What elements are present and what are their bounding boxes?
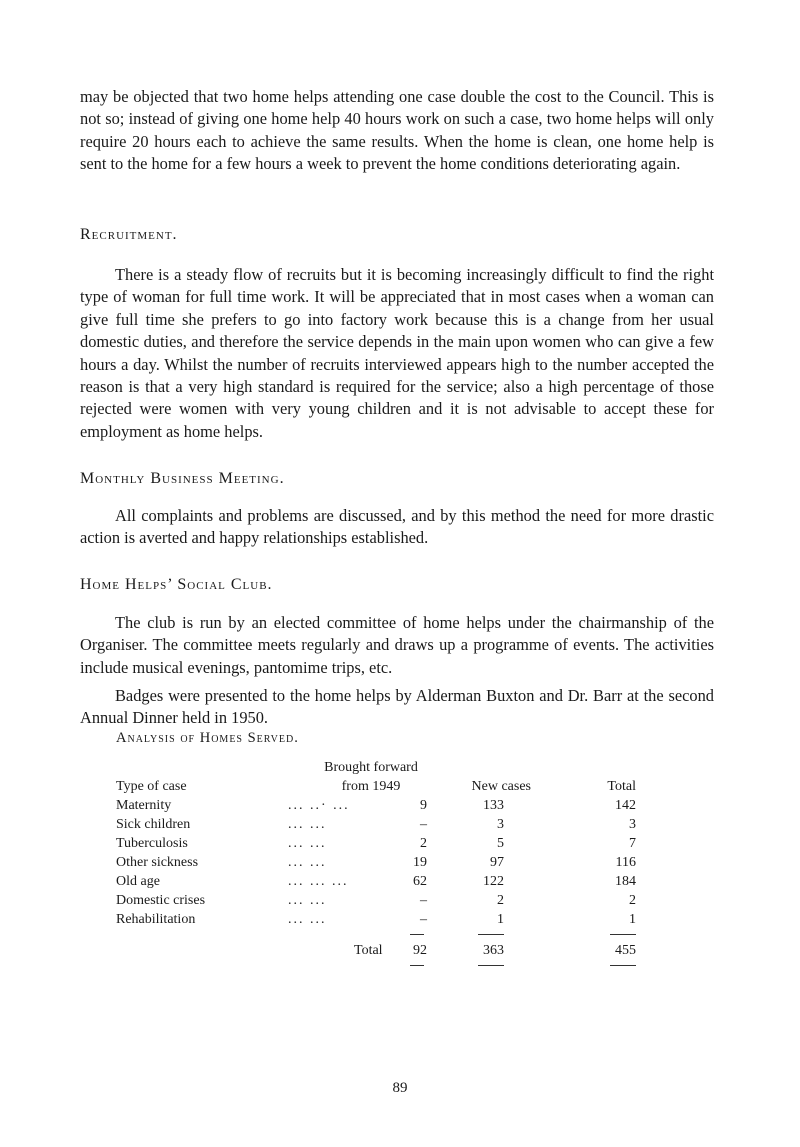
intro-paragraph: may be objected that two home helps attending one case double the cost to the Council. This is not so; instead of giving one home help 40 hours work on such a case, two home helps will only require 20 hours each to achieve the same results. When the home is clean, one home help is sent to the home for a few hours a week to prevent the home conditions deteriorating again. bbox=[80, 87, 714, 174]
table-body bbox=[116, 796, 636, 929]
cell-leader-dots: ... ... bbox=[288, 912, 327, 927]
cell-new-cases: 1 bbox=[497, 912, 504, 927]
cell-leader-dots: ... ... bbox=[288, 855, 327, 870]
cell-type: Tuberculosis bbox=[116, 836, 188, 851]
recruitment-heading: Recruitment. bbox=[80, 226, 178, 243]
rule-row-bottom bbox=[116, 960, 636, 972]
cell-leader-dots: ... ... bbox=[288, 893, 327, 908]
header-brought-forward bbox=[306, 758, 436, 796]
cell-leader-dots: ... ... bbox=[288, 836, 327, 851]
cell-type: Sick children bbox=[116, 817, 191, 832]
cell-new-cases: 5 bbox=[497, 836, 504, 851]
cell-total: 1 bbox=[629, 912, 636, 927]
table-row bbox=[116, 834, 636, 853]
rule-row bbox=[116, 929, 636, 941]
header-type: Type of case bbox=[116, 779, 187, 794]
header-new-cases: New cases bbox=[471, 779, 531, 794]
cell-new-cases: 122 bbox=[483, 874, 504, 889]
table-row bbox=[116, 872, 636, 891]
cell-new-cases: 97 bbox=[490, 855, 504, 870]
cell-leader-dots: ... ..· ... bbox=[288, 798, 350, 813]
cell-brought-forward: 2 bbox=[420, 836, 427, 851]
cell-type: Other sickness bbox=[116, 855, 199, 870]
table-row bbox=[116, 815, 636, 834]
cell-brought-forward: 62 bbox=[413, 874, 427, 889]
cell-brought-forward: – bbox=[420, 893, 427, 908]
cell-brought-forward: 19 bbox=[413, 855, 427, 870]
cell-leader-dots: ... ... bbox=[288, 817, 327, 832]
cell-new-cases: 133 bbox=[483, 798, 504, 813]
homes-served-table bbox=[116, 758, 636, 972]
cell-total: 3 bbox=[629, 817, 636, 832]
cell-brought-forward: – bbox=[420, 912, 427, 927]
cell-type: Maternity bbox=[116, 798, 172, 813]
recruitment-paragraph: There is a steady flow of recruits but it is becoming increasingly difficult to find the right type of woman for full time work. It will be appreciated that in most cases when a woman can give full time she prefers to go into factory work because this is a change from her usual domestic duties, and therefore the service depends in the main upon women who can give a few hours a day. Whilst the number of recruits interviewed appears high to the number accepted the reason is that a very high standard is required for the service; also a high percentage of those rejected were women with very young children and it is not advisable to accept these for employment as home helps. bbox=[80, 265, 714, 441]
totals-total: 455 bbox=[615, 943, 636, 958]
cell-total: 116 bbox=[615, 855, 636, 870]
table-row bbox=[116, 891, 636, 910]
page-number: 89 bbox=[392, 1080, 408, 1096]
cell-new-cases: 3 bbox=[497, 817, 504, 832]
cell-leader-dots: ... ... ... bbox=[288, 874, 349, 889]
totals-label: Total bbox=[354, 943, 383, 958]
club-paragraph: The club is run by an elected committee of home helps under the chairmanship of the Organiser. The committee meets regularly and draws up a programme of events. The activities include musical evenings, pantomime trips, etc. bbox=[80, 613, 714, 677]
badges-paragraph: Badges were presented to the home helps by Alderman Buxton and Dr. Barr at the second Annual Dinner held in 1950. bbox=[80, 686, 714, 728]
table-header bbox=[116, 758, 636, 796]
totals-row bbox=[116, 941, 636, 960]
table-row bbox=[116, 853, 636, 872]
cell-type: Domestic crises bbox=[116, 893, 206, 908]
meeting-paragraph: All complaints and problems are discussed, and by this method the need for more drastic action is averted and happy relationships established. bbox=[80, 506, 714, 548]
totals-new: 363 bbox=[483, 943, 504, 958]
table-heading: Analysis of Homes Served. bbox=[116, 730, 299, 746]
header-brought-line1: Brought forward bbox=[324, 760, 418, 775]
cell-type: Old age bbox=[116, 874, 160, 889]
cell-total: 142 bbox=[615, 798, 636, 813]
header-total: Total bbox=[607, 779, 636, 794]
cell-total: 2 bbox=[629, 893, 636, 908]
table-row bbox=[116, 910, 636, 929]
cell-brought-forward: 9 bbox=[420, 798, 427, 813]
cell-brought-forward: – bbox=[420, 817, 427, 832]
cell-total: 7 bbox=[629, 836, 636, 851]
cell-type: Rehabilitation bbox=[116, 912, 196, 927]
header-brought-line2: from 1949 bbox=[341, 779, 401, 794]
table-row bbox=[116, 796, 636, 815]
meeting-heading: Monthly Business Meeting. bbox=[80, 470, 285, 487]
cell-total: 184 bbox=[615, 874, 636, 889]
totals-brought: 92 bbox=[413, 943, 427, 958]
cell-new-cases: 2 bbox=[497, 893, 504, 908]
club-heading: Home Helps’ Social Club. bbox=[80, 576, 273, 593]
